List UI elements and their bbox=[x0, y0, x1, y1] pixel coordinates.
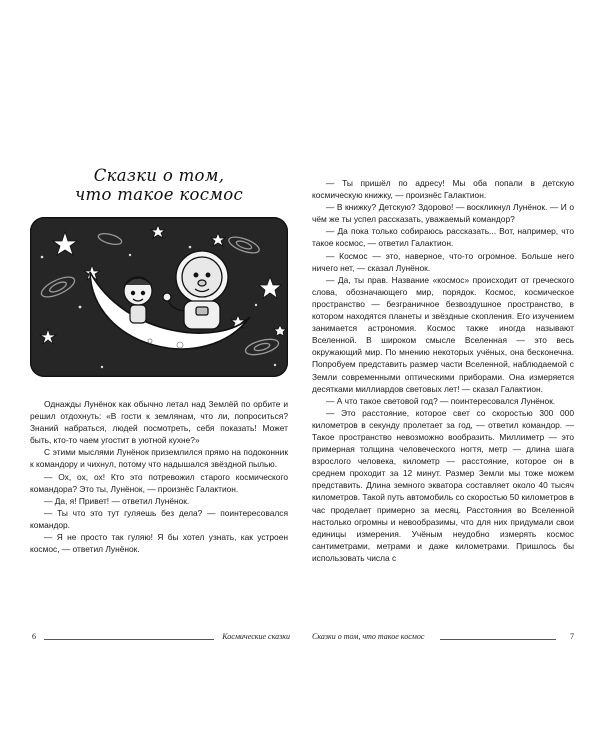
paragraph: — В книжку? Детскую? Здорово! — воскликнул Лунёнок. — И о чём же ты успел рассказать, уважаемый командор? bbox=[312, 202, 574, 225]
paragraph: — Ох, ох, ох! Кто это потревожил старого космического командора? Это ты, Лунёнок, — произнёс Галактион. bbox=[30, 471, 288, 494]
footer-rule bbox=[440, 639, 556, 640]
right-page-body bbox=[312, 177, 574, 564]
chapter-title-line-2: что такое космос bbox=[74, 185, 244, 204]
chapter-title bbox=[30, 166, 288, 204]
paragraph: Однажды Лунёнок как обычно летал над Землёй по орбите и решил отдохнуть: «В гости к землянам, что ли, попроситься? Знаний набраться, людей посмотреть, себя показать! Может быть, кто-то чаем угостит в уютной кухне?» bbox=[30, 399, 288, 446]
paragraph: — Ты что это тут гуляешь без дела? — поинтересовался командор. bbox=[30, 507, 288, 530]
page-number: 7 bbox=[570, 632, 574, 641]
paragraph: — Да пока только собираюсь рассказать... Вот, например, что такое космос, — ответил Галактион. bbox=[312, 226, 574, 249]
paragraph: — А что такое световой год? — поинтересовался Лунёнок. bbox=[326, 395, 556, 406]
left-page bbox=[30, 150, 288, 620]
footer-rule bbox=[44, 639, 214, 640]
right-page bbox=[312, 177, 574, 617]
paragraph: С этими мыслями Лунёнок приземлился прямо на подоконник к командору и чихнул, потому что надышался звёздной пылью. bbox=[30, 447, 288, 470]
running-title: Космические сказки bbox=[222, 632, 290, 641]
page-number: 6 bbox=[32, 632, 36, 641]
paragraph: — Это расстояние, которое свет со скоростью 300 000 километров в секунду пролетает за год, — ответил командор. — Такое пространство невозможно вообразить. Миллиметр — это примерная толщина человеческого ногтя, метр — длина шага взрослого человека, километр — расстояние, которое он в среднем проходит за 12 минут. Размер Земли мы тоже можем представить. Длина земного экватора составляет около 40 тысяч километров. Такой путь автомобиль со скоростью 50 километров в час проделает примерно за месяц. Расстояния во Вселенной настолько огромны и невообразимы, что для них придумали свои единицы измерения. Учёным неудобно измерять космос сантиметрами, метрами и даже километрами. Пришлось бы использовать числа с bbox=[312, 407, 574, 563]
chapter-title-line-1: Сказки о том, bbox=[93, 166, 225, 185]
paragraph: — Космос — это, наверное, что-то огромное. Больше него ничего нет, — сказал Лунёнок. bbox=[312, 250, 574, 273]
paragraph: — Ты пришёл по адресу! Мы оба попали в детскую космическую книжку, — произнёс Галактион. bbox=[312, 178, 574, 201]
paragraph: — Да, я! Привет! — ответил Лунёнок. bbox=[44, 495, 190, 506]
paragraph: — Да, ты прав. Название «космос» происходит от греческого слова, обозначающего мир, порядок. Космос, космическое пространство — безграничное безвоздушное пространство, в котором находятся планеты и звёздные скопления. Его изучением занимается астрономия. Космос также иногда называют Вселенной. В широком смысле Вселенная — это весь окружающий мир. По мнению некоторых учёных, она бесконечна. Попробуем представить размер части Вселенной, наблюдаемой с Земли современными оптическими приборами. Она измеряется десятками миллиардов световых лет! — сказал Галактион. bbox=[312, 274, 574, 394]
space-illustration bbox=[30, 217, 288, 377]
paragraph: — Я не просто так гуляю! Я бы хотел узнать, как устроен космос, — ответил Лунёнок. bbox=[30, 532, 288, 555]
left-page-body bbox=[30, 398, 288, 555]
running-title: Сказки о том, что такое космос bbox=[312, 632, 425, 641]
